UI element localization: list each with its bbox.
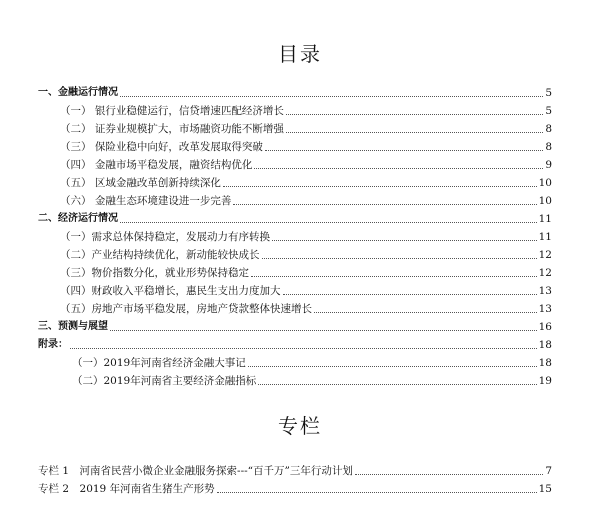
- column-entry-1[interactable]: [38, 460, 552, 478]
- column-entry-label: 专栏 2 2019 年河南省生猪生产形势: [38, 483, 215, 495]
- toc-entry-page: 5: [545, 105, 552, 117]
- toc-entry-label: （四）财政收入平稳增长，惠民生支出力度加大: [60, 285, 281, 297]
- toc-entry-page: 9: [545, 159, 552, 171]
- toc-entry-label: 一、金融运行情况: [38, 87, 118, 98]
- dot-leader: [286, 132, 543, 133]
- toc-entry-page: 11: [538, 213, 552, 225]
- dot-leader: [70, 348, 537, 349]
- toc-entry-1-3[interactable]: [60, 136, 552, 154]
- toc-entry-2-1[interactable]: [60, 226, 552, 244]
- dot-leader: [355, 474, 543, 475]
- toc-entry-1-6[interactable]: [60, 190, 552, 208]
- column-entry-page: 15: [538, 483, 552, 495]
- toc-entry-section-2[interactable]: [38, 208, 552, 226]
- toc-entry-label: （二）2019年河南省主要经济金融指标: [72, 375, 257, 387]
- column-entry-label: 专栏 1 河南省民营小微企业金融服务探索---“百千万”三年行动计划: [38, 465, 353, 477]
- toc-entry-2-5[interactable]: [60, 298, 552, 316]
- toc-entry-label: （三）物价指数分化，就业形势保持稳定: [60, 267, 249, 279]
- toc-entry-2-4[interactable]: [60, 280, 552, 298]
- toc-entry-label: （五） 区域金融改革创新持续深化: [60, 177, 221, 189]
- toc-entry-1-4[interactable]: [60, 154, 552, 172]
- toc-entry-label: 附录：: [38, 339, 68, 350]
- toc-entry-page: 11: [538, 231, 552, 243]
- toc-entry-label: （一）需求总体保持稳定，发展动力有序转换: [60, 231, 270, 243]
- toc-entry-page: 12: [538, 267, 552, 279]
- dot-leader: [265, 150, 543, 151]
- dot-leader: [314, 312, 537, 313]
- toc-entry-page: 8: [545, 141, 552, 153]
- dot-leader: [120, 96, 543, 97]
- toc-entry-page: 16: [538, 321, 552, 333]
- column-title: 专栏: [278, 414, 322, 438]
- dot-leader: [262, 258, 537, 259]
- toc-entry-page: 10: [538, 195, 552, 207]
- toc-entry-label: （一） 银行业稳健运行，信贷增速匹配经济增长: [60, 105, 284, 117]
- toc-entry-1-5[interactable]: [60, 172, 552, 190]
- dot-leader: [120, 222, 537, 223]
- dot-leader: [254, 168, 543, 169]
- toc-entry-page: 18: [538, 339, 552, 351]
- toc-entry-page: 12: [538, 249, 552, 261]
- column-entry-2[interactable]: [38, 478, 552, 496]
- toc-entry-label: （二）产业结构持续优化，新动能较快成长: [60, 249, 260, 261]
- toc-entry-page: 13: [538, 303, 552, 315]
- dot-leader: [286, 114, 543, 115]
- toc-entry-page: 18: [538, 357, 552, 369]
- toc-entry-label: （五）房地产市场平稳发展，房地产贷款整体快速增长: [60, 303, 312, 315]
- toc-entry-page: 13: [538, 285, 552, 297]
- dot-leader: [223, 186, 537, 187]
- toc-entry-appendix[interactable]: [38, 334, 552, 352]
- dot-leader: [251, 276, 537, 277]
- toc-entry-label: （三） 保险业稳中向好，改革发展取得突破: [60, 141, 263, 153]
- toc-entry-2-3[interactable]: [60, 262, 552, 280]
- toc-entry-appendix-2[interactable]: [72, 370, 552, 388]
- toc-entry-page: 19: [538, 375, 552, 387]
- toc-entry-page: 5: [545, 87, 552, 99]
- toc-entry-label: （二） 证券业规模扩大，市场融资功能不断增强: [60, 123, 284, 135]
- toc-entry-1-2[interactable]: [60, 118, 552, 136]
- toc-entry-section-3[interactable]: [38, 316, 552, 334]
- toc-entry-label: （六） 金融生态环境建设进一步完善: [60, 195, 232, 207]
- toc-entry-label: （一）2019年河南省经济金融大事记: [72, 357, 246, 369]
- toc-entry-label: 二、经济运行情况: [38, 213, 118, 224]
- toc-entry-page: 8: [545, 123, 552, 135]
- toc-entry-label: 三、预测与展望: [38, 321, 108, 332]
- dot-leader: [258, 384, 536, 385]
- dot-leader: [272, 240, 537, 241]
- toc-entry-1-1[interactable]: [60, 100, 552, 118]
- toc-title: 目录: [278, 42, 322, 66]
- toc-entry-2-2[interactable]: [60, 244, 552, 262]
- dot-leader: [248, 366, 537, 367]
- toc-entry-page: 10: [538, 177, 552, 189]
- dot-leader: [283, 294, 537, 295]
- dot-leader: [110, 330, 537, 331]
- toc-entry-appendix-1[interactable]: [72, 352, 552, 370]
- dot-leader: [217, 492, 537, 493]
- toc-entry-section-1[interactable]: [38, 82, 552, 100]
- toc-entry-label: （四） 金融市场平稳发展，融资结构优化: [60, 159, 253, 171]
- column-entry-page: 7: [545, 465, 552, 477]
- dot-leader: [233, 204, 536, 205]
